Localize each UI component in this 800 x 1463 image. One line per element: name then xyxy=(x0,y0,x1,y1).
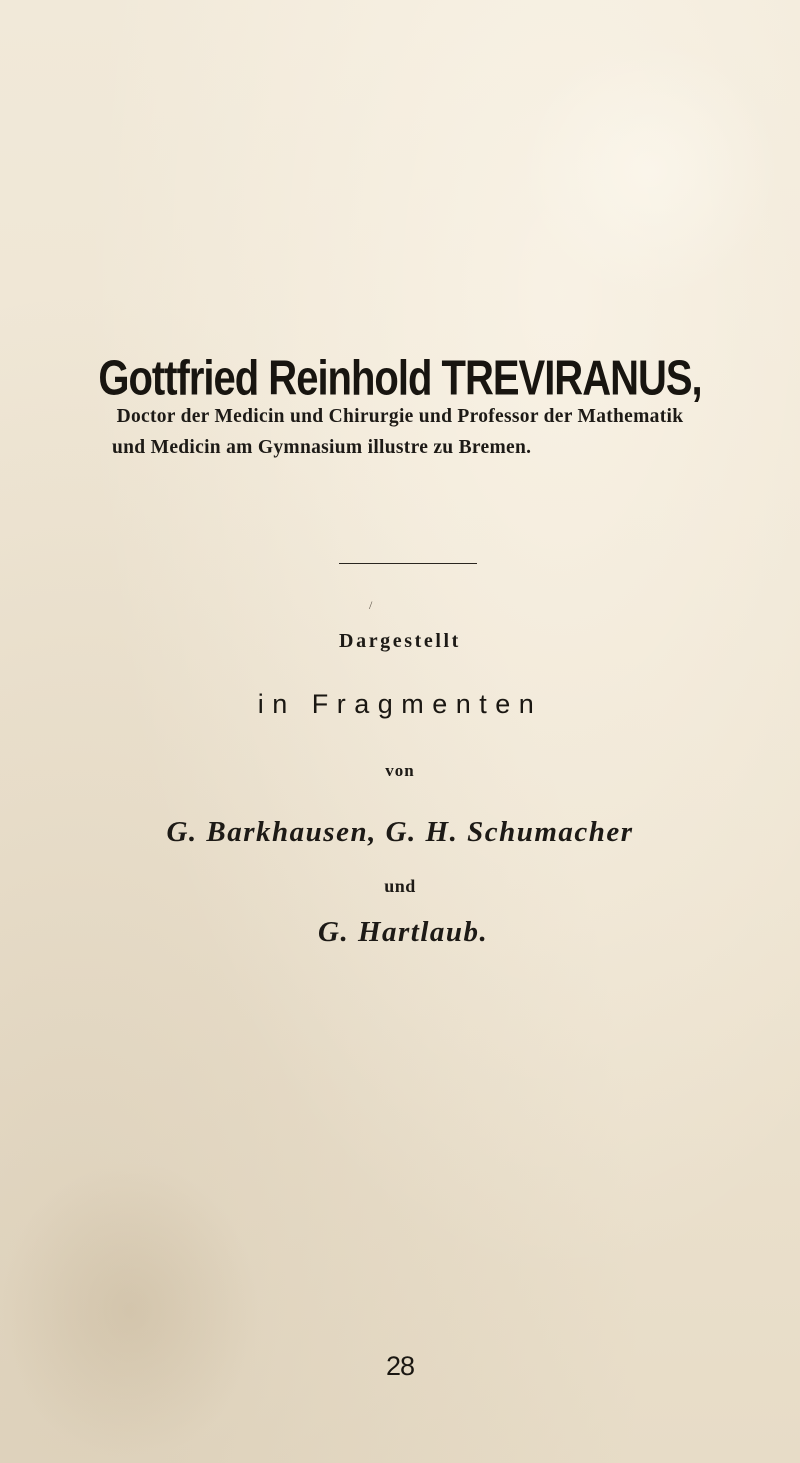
fragmenten-text: in Fragmenten xyxy=(257,689,543,719)
divider-rule xyxy=(339,563,477,564)
von-text: von xyxy=(385,761,415,780)
authors-line: G. Barkhausen, G. H. Schumacher xyxy=(166,816,634,848)
page-title: Gottfried Reinhold TREVIRANUS, xyxy=(98,352,702,406)
page-stain xyxy=(520,40,780,300)
dargestellt-text: Dargestellt xyxy=(339,630,461,652)
author-hartlaub: G. Hartlaub. xyxy=(318,916,489,948)
und-text: und xyxy=(384,876,416,896)
subtitle-line-2: und Medicin am Gymnasium illustre zu Bremen. xyxy=(112,437,532,458)
page-number: 28 xyxy=(385,1351,415,1381)
page-stain xyxy=(0,1160,260,1460)
stray-mark: / xyxy=(369,598,373,612)
subtitle-line-1: Doctor der Medicin und Chirurgie und Professor der Mathematik xyxy=(116,406,684,427)
